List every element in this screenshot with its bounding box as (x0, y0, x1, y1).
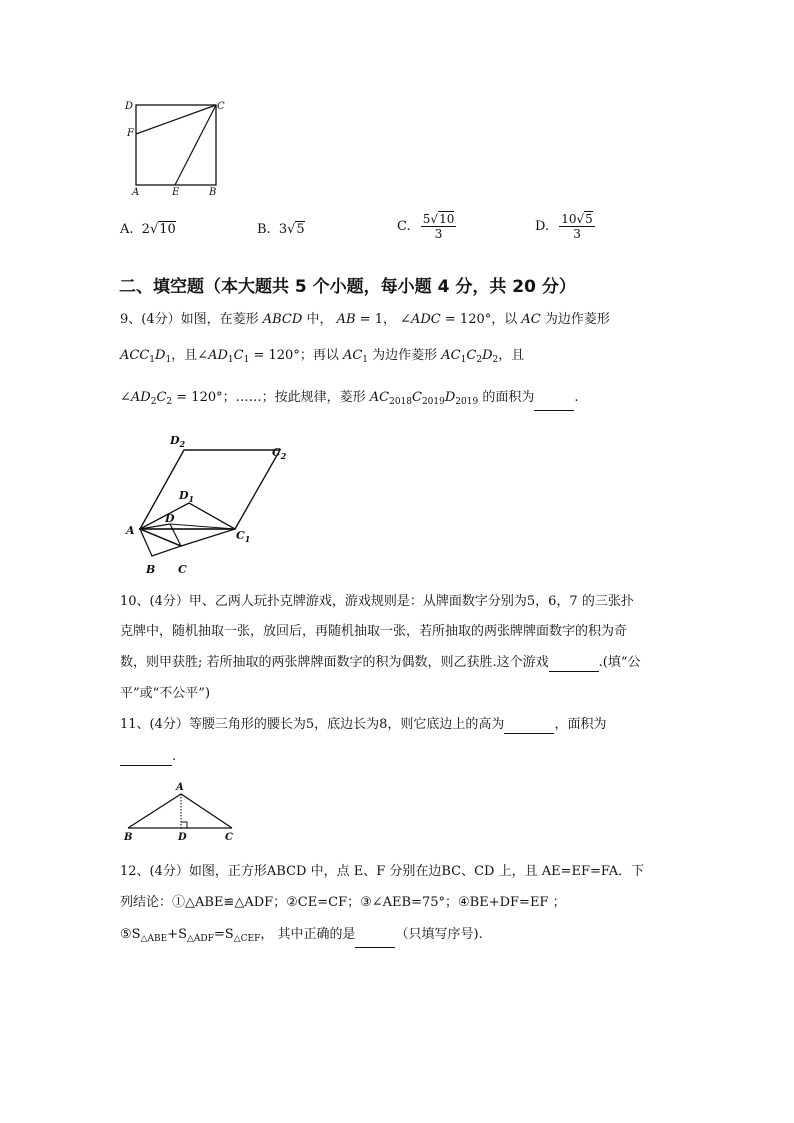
q11-line2: . (120, 748, 176, 766)
label-A: A (132, 187, 140, 198)
option-c-fraction: $\frac{5√10}{3}$ (422, 212, 455, 241)
q9-answer-blank[interactable] (534, 396, 574, 411)
q11-height-blank[interactable] (504, 719, 554, 734)
label-D: D (178, 832, 187, 843)
option-c-den: 3 (434, 227, 443, 241)
option-b-radicand: 5 (296, 222, 305, 237)
label-A: A (126, 524, 135, 537)
option-d-den: 3 (573, 227, 581, 241)
option-d-letter: D. (535, 219, 550, 234)
label-D1: $D_1$ (179, 489, 195, 504)
section-heading: 二、填空题（本大题共 5 个小题，每小题 4 分，共 20 分） (119, 277, 576, 297)
label-B: B (124, 832, 133, 843)
option-c-letter: C. (397, 219, 411, 234)
rhombus-figure-q9 (118, 428, 298, 580)
label-C: C (217, 101, 225, 112)
option-b[interactable]: B. 3√5 (257, 222, 305, 237)
label-D2: $D_2$ (170, 434, 186, 449)
option-c-coef: 5 (422, 212, 431, 226)
q9-line1: 9、(4分）如图，在菱形 ABCD 中， AB = 1， ∠ADC = 120°，以 AC 为边作菱形 (120, 312, 610, 327)
option-b-coef: 3 (278, 222, 288, 237)
q10-line4: 平”或“不公平”) (120, 686, 211, 701)
option-c[interactable] (397, 212, 456, 241)
label-B: B (209, 187, 217, 198)
option-a-letter: A. (120, 222, 134, 237)
q12-answer-blank[interactable] (355, 933, 395, 948)
option-a[interactable]: A. 2√10 (120, 222, 176, 237)
option-a-coef: 2 (141, 222, 150, 237)
option-d[interactable] (535, 212, 595, 241)
option-d-fraction: $\frac{10√5}{3}$ (561, 212, 593, 241)
q10-line2: 克牌中，随机抽取一张，放回后，再随机抽取一张，若所抽取的两张牌牌面数字的积为奇 (120, 624, 628, 639)
label-C2: $C_2$ (272, 446, 287, 461)
option-a-radicand: 10 (159, 222, 176, 237)
q11-line1: 11、(4分）等腰三角形的腰长为5，底边长为8，则它底边上的高为 ，面积为 (120, 717, 607, 732)
q12-line2: 列结论：①△ABE≌△ADF；②CE=CF；③∠AEB=75°；④BE+DF=EF ； (120, 895, 566, 910)
label-D: D (125, 101, 134, 112)
label-C: C (178, 563, 187, 576)
option-d-coef: 10 (561, 212, 577, 226)
label-D: D (165, 512, 175, 525)
label-A: A (176, 782, 184, 793)
square-figure-q8 (118, 96, 230, 200)
label-C: C (225, 832, 233, 843)
q10-line1: 10、(4分）甲、乙两人玩扑克牌游戏，游戏规则是：从牌面数字分别为5，6，7 的三张扑 (120, 594, 634, 609)
q12-line1: 12、(4分）如图，正方形ABCD 中，点 E、F 分别在边BC、CD 上，且 AE=EF=FA．下 (120, 864, 645, 879)
label-C1: $C_1$ (236, 529, 251, 544)
q10-line3: 数，则甲获胜; 若所抽取的两张牌牌面数字的积为偶数，则乙获胜.这个游戏 .(填“公 (120, 655, 641, 670)
label-E: E (172, 187, 180, 198)
label-B: B (146, 563, 156, 576)
option-d-radicand: 5 (585, 212, 593, 226)
option-b-letter: B. (257, 222, 271, 237)
q9-line2: $ACC_1D_1$，且$\angle AD_1C_1 = 120^\circ$；再以 $AC_1$ 为边作菱形 $AC_1C_2D_2$，且 (120, 348, 525, 365)
q12-line3: $⑤S_{\triangle ABE}+S_{\triangle ADF}=S_{\triangle CEF}$， 其中正确的是 （只填写序号). (120, 926, 483, 948)
label-F: F (127, 128, 134, 139)
option-c-radicand: 10 (439, 212, 455, 226)
triangle-figure-q11 (118, 778, 242, 844)
q10-answer-blank[interactable] (549, 657, 599, 672)
q11-area-blank[interactable] (120, 751, 172, 766)
q9-line3: $\angle AD_2C_2 = 120^\circ$；……；按此规律，菱形 $AC_{2018}C_{2019}D_{2019}$ 的面积为 . (120, 389, 578, 411)
